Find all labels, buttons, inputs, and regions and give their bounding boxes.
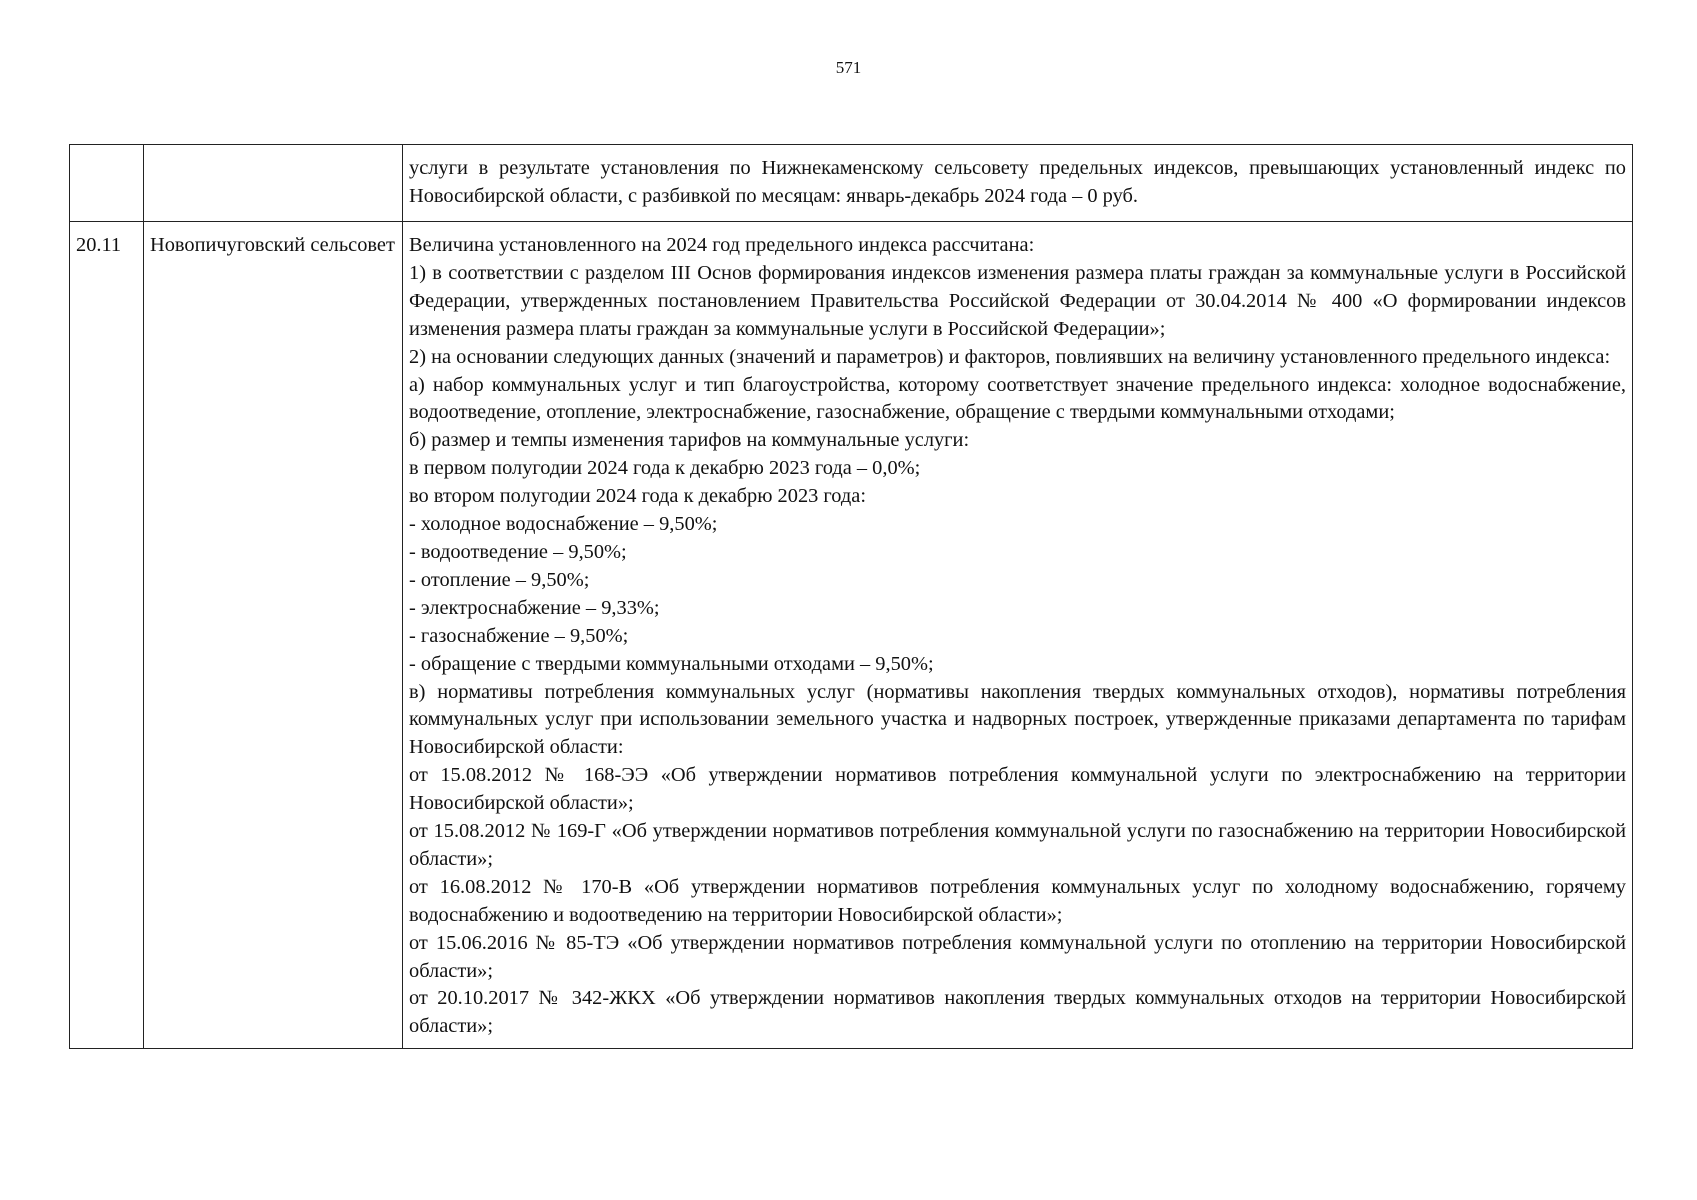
table-row: [70, 145, 1633, 222]
description-paragraph: - газоснабжение – 9,50%;: [409, 624, 629, 647]
description-paragraph: во втором полугодии 2024 года к декабрю 2023 года:: [409, 485, 866, 508]
description-paragraph: а) набор коммунальных услуг и тип благоустройства, которому соответствует значение предельного индекса: холодное водоснабжение, водоотведение, отопление, электроснабжение, газоснабжение, обращение с твердыми коммунальными отходами;: [409, 373, 1626, 424]
description-paragraph: - электроснабжение – 9,33%;: [409, 596, 660, 619]
description-paragraph: - отопление – 9,50%;: [409, 568, 590, 591]
description-paragraph: от 16.08.2012 № 170-В «Об утверждении нормативов потребления коммунальных услуг по холодному водоснабжению, горячему водоснабжению и водоотведению на территории Новосибирской области»;: [409, 875, 1626, 926]
description-paragraph: Величина установленного на 2024 год предельного индекса рассчитана:: [409, 234, 1035, 256]
description-paragraph: в) нормативы потребления коммунальных услуг (нормативы накопления твердых коммунальных отходов), нормативы потребления коммунальных услуг при использовании земельного участка и надворных построек, утвержденные приказами департамента по тарифам Новосибирской области:: [409, 680, 1626, 759]
index-table: [69, 144, 1633, 1049]
description-paragraph: от 15.06.2016 № 85-ТЭ «Об утверждении нормативов потребления коммунальной услуги по отоплению на территории Новосибирской области»;: [409, 931, 1626, 982]
description-paragraph: - обращение с твердыми коммунальными отходами – 9,50%;: [409, 652, 934, 675]
description-paragraph: б) размер и темпы изменения тарифов на коммунальные услуги:: [409, 429, 970, 452]
description-paragraph: от 20.10.2017 № 342-ЖКХ «Об утверждении нормативов накопления твердых коммунальных отходов на территории Новосибирской области»;: [409, 987, 1626, 1038]
description-paragraph: услуги в результате установления по Нижнекаменскому сельсовету предельных индексов, превышающих установленный индекс по Новосибирской области, с разбивкой по месяцам: январь-декабрь 2024 года – 0 руб.: [409, 157, 1626, 207]
description-paragraph: в первом полугодии 2024 года к декабрю 2023 года – 0,0%;: [409, 457, 921, 480]
description-paragraph: от 15.08.2012 № 168-ЭЭ «Об утверждении нормативов потребления коммунальной услуги по электроснабжению на территории Новосибирской области»;: [409, 764, 1626, 815]
description-paragraph: от 15.08.2012 № 169-Г «Об утверждении нормативов потребления коммунальной услуги по газоснабжению на территории Новосибирской области»;: [409, 820, 1626, 870]
table-body: [70, 145, 1633, 1049]
table-row: [70, 222, 1633, 1049]
description-cell: [403, 145, 1633, 222]
description-paragraph: 1) в соответствии с разделом III Основ формирования индексов изменения размера платы граждан за коммунальные услуги в Российской Федерации, утвержденных постановлением Правительства Российской Федерации от 30.04.2014 № 400 «О формировании индексов изменения размера платы граждан за коммунальные услуги в Российской Федерации»;: [409, 261, 1626, 340]
row-number-cell: [70, 145, 144, 222]
municipality-name-cell: [144, 145, 403, 222]
row-number-cell: 20.11: [70, 222, 144, 1049]
description-paragraph: - водоотведение – 9,50%;: [409, 540, 627, 563]
description-paragraph: 2) на основании следующих данных (значений и параметров) и факторов, повлиявших на величину установленного предельного индекса:: [409, 345, 1611, 368]
description-cell: [403, 222, 1633, 1049]
page-number: 571: [835, 58, 862, 77]
description-paragraph: - холодное водоснабжение – 9,50%;: [409, 513, 718, 536]
municipality-name-cell: Новопичуговский сельсовет: [144, 222, 403, 1049]
